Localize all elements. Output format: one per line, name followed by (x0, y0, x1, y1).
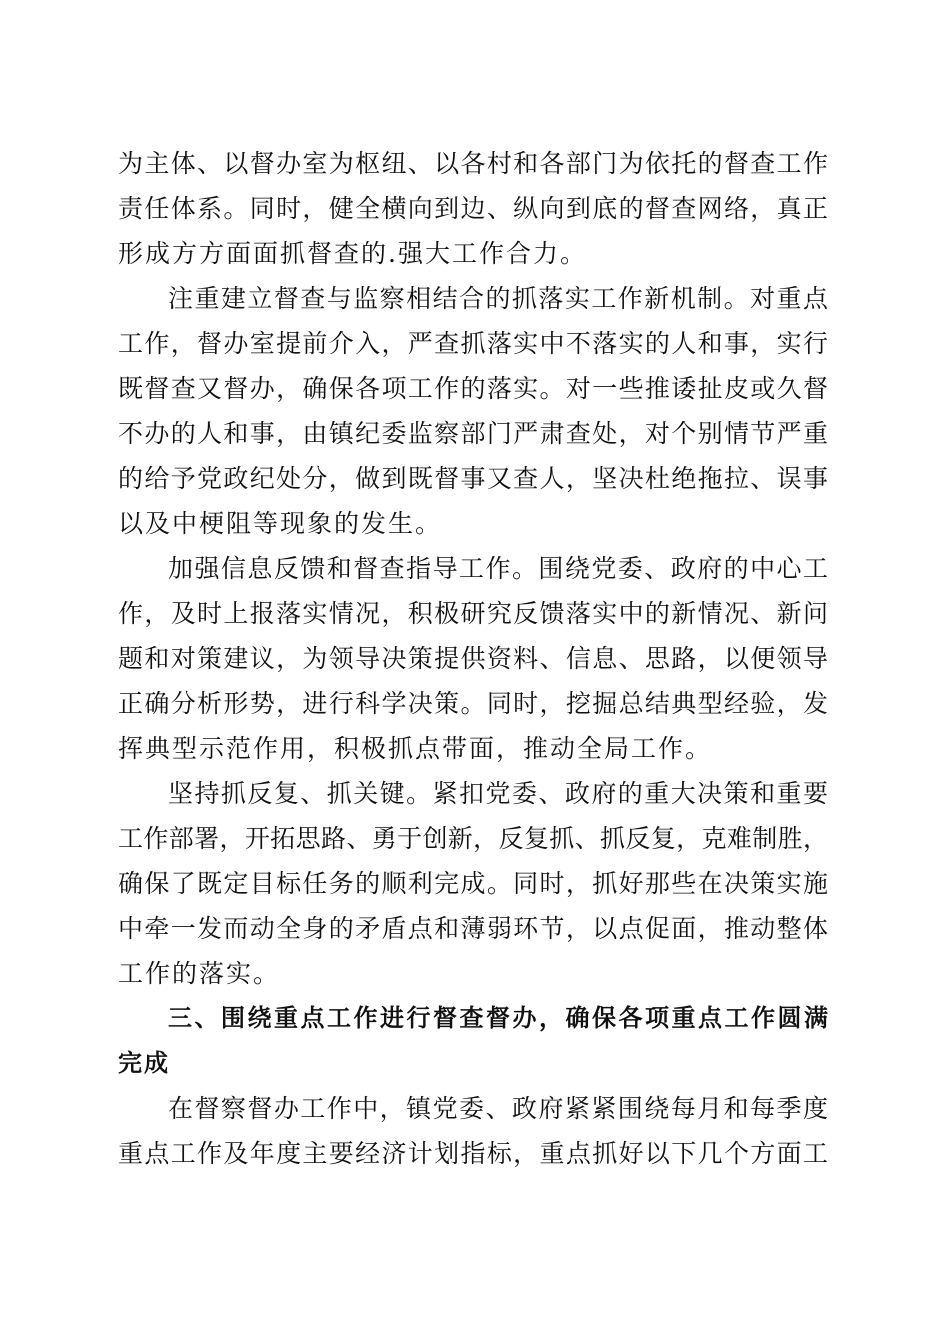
text-line: 坚持抓反复、抓关键。紧扣党委、政府的重大决策和重要 (168, 779, 828, 808)
text-line: 注重建立督查与监察相结合的抓落实工作新机制。对重点 (168, 284, 828, 313)
text-line: 在督察督办工作中，镇党委、政府紧紧围绕每月和每季度 (168, 1094, 828, 1123)
text-line: 重点工作及年度主要经济计划指标，重点抓好以下几个方面工 (118, 1139, 828, 1168)
paragraph-4 (118, 771, 828, 996)
text-line: 确保了既定目标任务的顺利完成。同时，抓好那些在决策实施 (118, 869, 828, 898)
text-line: 加强信息反馈和督查指导工作。围绕党委、政府的中心工 (168, 554, 828, 583)
text-line: 工作，督办室提前介入，严查抓落实中不落实的人和事，实行 (118, 329, 828, 358)
text-line: 既督查又督办，确保各项工作的落实。对一些推诿扯皮或久督 (118, 374, 828, 403)
paragraph-3 (118, 546, 828, 771)
document-body (118, 141, 828, 1176)
heading-line: 三、围绕重点工作进行督查督办，确保各项重点工作圆满 (168, 1004, 828, 1032)
text-line: 为主体、以督办室为枢纽、以各村和各部门为依托的督查工作 (118, 149, 828, 178)
text-line: 挥典型示范作用，积极抓点带面，推动全局工作。 (118, 734, 713, 763)
text-line: 正确分析形势，进行科学决策。同时，挖掘总结典型经验，发 (118, 689, 828, 718)
text-line: 形成方方面面抓督查的.强大工作合力。 (118, 239, 587, 268)
paragraph-2 (118, 276, 828, 546)
text-line: 以及中梗阻等现象的发生。 (118, 509, 443, 538)
heading-line: 完成 (118, 1049, 170, 1077)
text-line: 题和对策建议，为领导决策提供资料、信息、思路，以便领导 (118, 644, 828, 673)
text-line: 工作部署，开拓思路、勇于创新，反复抓、抓反复，克难制胜， (118, 824, 828, 853)
text-line: 中牵一发而动全身的矛盾点和薄弱环节，以点促面，推动整体 (118, 914, 828, 943)
text-line: 作，及时上报落实情况，积极研究反馈落实中的新情况、新问 (118, 599, 828, 628)
text-line: 工作的落实。 (118, 959, 281, 988)
text-line: 责任体系。同时，健全横向到边、纵向到底的督查网络，真正 (118, 194, 828, 223)
paragraph-1 (118, 141, 828, 276)
paragraph-5 (118, 1086, 828, 1176)
text-line: 不办的人和事，由镇纪委监察部门严肃查处，对个别情节严重 (118, 419, 828, 448)
section-heading (118, 996, 828, 1086)
text-line: 的给予党政纪处分，做到既督事又查人，坚决杜绝拖拉、误事 (118, 464, 828, 493)
